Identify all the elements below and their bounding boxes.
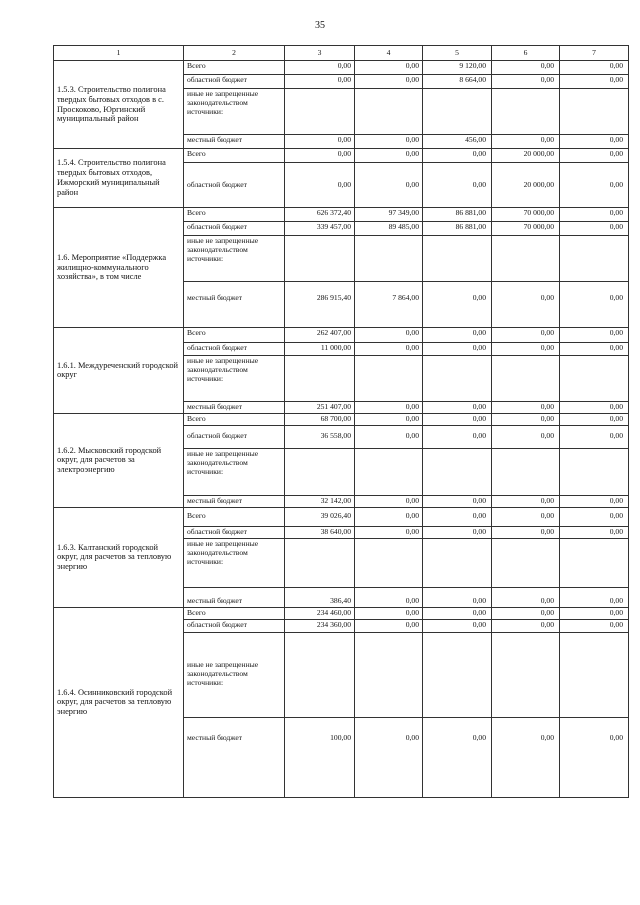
value-cell: 0,00 bbox=[560, 425, 629, 448]
value-cell: 234 360,00 bbox=[285, 619, 355, 632]
value-cell: 0,00 bbox=[560, 402, 629, 414]
value-cell: 0,00 bbox=[560, 619, 629, 632]
value-cell: 0,00 bbox=[355, 402, 423, 414]
table-row bbox=[54, 208, 629, 222]
measure-name: 1.6.4. Осинниковский городской округ, для расчетов за тепловую энергию bbox=[54, 607, 184, 797]
funding-source: Всего bbox=[184, 208, 285, 222]
value-cell: 0,00 bbox=[355, 328, 423, 343]
value-cell: 0,00 bbox=[355, 135, 423, 149]
funding-source: областной бюджет bbox=[184, 163, 285, 208]
value-cell: 0,00 bbox=[560, 163, 629, 208]
value-cell: 0,00 bbox=[423, 425, 492, 448]
value-cell bbox=[492, 356, 560, 402]
value-cell: 0,00 bbox=[560, 717, 629, 797]
value-cell: 0,00 bbox=[423, 343, 492, 356]
value-cell: 0,00 bbox=[560, 607, 629, 619]
value-cell: 0,00 bbox=[560, 222, 629, 236]
value-cell: 0,00 bbox=[285, 135, 355, 149]
value-cell bbox=[355, 89, 423, 135]
value-cell: 0,00 bbox=[492, 328, 560, 343]
funding-source: иные не запрещенные законодательством источники: bbox=[184, 236, 285, 282]
value-cell: 0,00 bbox=[492, 507, 560, 526]
funding-source: Всего bbox=[184, 507, 285, 526]
value-cell: 0,00 bbox=[492, 75, 560, 89]
funding-source: областной бюджет bbox=[184, 222, 285, 236]
value-cell: 0,00 bbox=[560, 282, 629, 328]
value-cell: 0,00 bbox=[560, 75, 629, 89]
value-cell bbox=[560, 538, 629, 587]
value-cell bbox=[492, 89, 560, 135]
value-cell: 0,00 bbox=[423, 495, 492, 507]
value-cell bbox=[423, 632, 492, 717]
funding-source: иные не запрещенные законодательством источники: bbox=[184, 356, 285, 402]
value-cell: 0,00 bbox=[423, 282, 492, 328]
value-cell: 0,00 bbox=[492, 495, 560, 507]
value-cell bbox=[355, 538, 423, 587]
value-cell: 97 349,00 bbox=[355, 208, 423, 222]
value-cell bbox=[423, 356, 492, 402]
value-cell: 9 120,00 bbox=[423, 61, 492, 75]
funding-source: местный бюджет bbox=[184, 587, 285, 607]
value-cell: 0,00 bbox=[560, 343, 629, 356]
column-header: 3 bbox=[285, 46, 355, 61]
value-cell: 251 407,00 bbox=[285, 402, 355, 414]
value-cell bbox=[355, 356, 423, 402]
value-cell: 386,40 bbox=[285, 587, 355, 607]
value-cell: 0,00 bbox=[423, 587, 492, 607]
value-cell: 0,00 bbox=[492, 343, 560, 356]
measure-name: 1.5.3. Строительство полигона твердых бытовых отходов в с. Проскоково, Юргинский муниципальный район bbox=[54, 61, 184, 149]
column-header: 6 bbox=[492, 46, 560, 61]
value-cell: 0,00 bbox=[355, 717, 423, 797]
value-cell: 0,00 bbox=[492, 135, 560, 149]
value-cell bbox=[285, 89, 355, 135]
value-cell bbox=[492, 236, 560, 282]
value-cell: 0,00 bbox=[560, 495, 629, 507]
funding-source: областной бюджет bbox=[184, 619, 285, 632]
value-cell bbox=[492, 448, 560, 495]
value-cell bbox=[560, 356, 629, 402]
value-cell: 0,00 bbox=[423, 507, 492, 526]
value-cell: 86 881,00 bbox=[423, 222, 492, 236]
value-cell: 0,00 bbox=[423, 607, 492, 619]
value-cell: 234 460,00 bbox=[285, 607, 355, 619]
value-cell: 0,00 bbox=[560, 208, 629, 222]
value-cell bbox=[560, 632, 629, 717]
value-cell: 0,00 bbox=[355, 343, 423, 356]
value-cell: 70 000,00 bbox=[492, 222, 560, 236]
value-cell: 0,00 bbox=[560, 587, 629, 607]
value-cell: 456,00 bbox=[423, 135, 492, 149]
value-cell: 0,00 bbox=[355, 149, 423, 163]
value-cell: 32 142,00 bbox=[285, 495, 355, 507]
value-cell: 286 915,40 bbox=[285, 282, 355, 328]
value-cell: 100,00 bbox=[285, 717, 355, 797]
value-cell bbox=[423, 448, 492, 495]
funding-source: областной бюджет bbox=[184, 526, 285, 538]
funding-source: местный бюджет bbox=[184, 717, 285, 797]
value-cell bbox=[285, 236, 355, 282]
funding-source: областной бюджет bbox=[184, 425, 285, 448]
value-cell: 0,00 bbox=[560, 328, 629, 343]
measure-name: 1.6.3. Калтанский городской округ, для расчетов за тепловую энергию bbox=[54, 507, 184, 607]
column-header: 2 bbox=[184, 46, 285, 61]
measure-name: 1.6. Мероприятие «Поддержка жилищно-коммунального хозяйства», в том числе bbox=[54, 208, 184, 328]
funding-source: Всего bbox=[184, 328, 285, 343]
value-cell bbox=[285, 632, 355, 717]
value-cell: 0,00 bbox=[423, 149, 492, 163]
value-cell: 20 000,00 bbox=[492, 149, 560, 163]
value-cell: 0,00 bbox=[355, 75, 423, 89]
value-cell: 0,00 bbox=[423, 328, 492, 343]
value-cell: 0,00 bbox=[492, 425, 560, 448]
value-cell: 38 640,00 bbox=[285, 526, 355, 538]
value-cell: 0,00 bbox=[355, 607, 423, 619]
funding-source: иные не запрещенные законодательством источники: bbox=[184, 632, 285, 717]
table-row bbox=[54, 507, 629, 526]
header-row bbox=[54, 46, 629, 61]
funding-source: областной бюджет bbox=[184, 75, 285, 89]
funding-source: местный бюджет bbox=[184, 135, 285, 149]
table-row bbox=[54, 328, 629, 343]
value-cell: 0,00 bbox=[355, 495, 423, 507]
value-cell: 0,00 bbox=[423, 402, 492, 414]
value-cell: 339 457,00 bbox=[285, 222, 355, 236]
value-cell: 0,00 bbox=[560, 413, 629, 425]
value-cell: 0,00 bbox=[355, 526, 423, 538]
value-cell bbox=[423, 538, 492, 587]
value-cell: 0,00 bbox=[492, 282, 560, 328]
value-cell: 626 372,40 bbox=[285, 208, 355, 222]
value-cell: 8 664,00 bbox=[423, 75, 492, 89]
value-cell: 0,00 bbox=[355, 425, 423, 448]
value-cell: 11 000,00 bbox=[285, 343, 355, 356]
value-cell: 0,00 bbox=[560, 61, 629, 75]
funding-source: иные не запрещенные законодательством источники: bbox=[184, 448, 285, 495]
funding-source: иные не запрещенные законодательством источники: bbox=[184, 538, 285, 587]
funding-source: областной бюджет bbox=[184, 343, 285, 356]
value-cell: 0,00 bbox=[492, 402, 560, 414]
value-cell bbox=[423, 89, 492, 135]
table-row bbox=[54, 413, 629, 425]
value-cell: 20 000,00 bbox=[492, 163, 560, 208]
table-row bbox=[54, 607, 629, 619]
funding-source: Всего bbox=[184, 413, 285, 425]
value-cell bbox=[285, 538, 355, 587]
value-cell: 0,00 bbox=[355, 163, 423, 208]
value-cell: 0,00 bbox=[423, 163, 492, 208]
funding-source: местный бюджет bbox=[184, 282, 285, 328]
value-cell bbox=[285, 448, 355, 495]
value-cell: 89 485,00 bbox=[355, 222, 423, 236]
measure-name: 1.6.2. Мысковский городской округ, для расчетов за электроэнергию bbox=[54, 413, 184, 507]
budget-table bbox=[53, 45, 629, 798]
value-cell: 0,00 bbox=[560, 526, 629, 538]
value-cell bbox=[355, 236, 423, 282]
page-number: 35 bbox=[315, 20, 325, 31]
value-cell bbox=[423, 236, 492, 282]
measure-name: 1.6.1. Междуреченский городской округ bbox=[54, 328, 184, 414]
value-cell: 0,00 bbox=[492, 587, 560, 607]
funding-source: Всего bbox=[184, 149, 285, 163]
column-header: 4 bbox=[355, 46, 423, 61]
value-cell: 262 407,00 bbox=[285, 328, 355, 343]
value-cell bbox=[492, 632, 560, 717]
table-row bbox=[54, 149, 629, 163]
funding-source: местный бюджет bbox=[184, 495, 285, 507]
column-header: 1 bbox=[54, 46, 184, 61]
value-cell: 0,00 bbox=[492, 619, 560, 632]
funding-source: Всего bbox=[184, 61, 285, 75]
value-cell: 0,00 bbox=[560, 135, 629, 149]
funding-source: местный бюджет bbox=[184, 402, 285, 414]
funding-source: Всего bbox=[184, 607, 285, 619]
value-cell bbox=[560, 89, 629, 135]
value-cell: 0,00 bbox=[423, 413, 492, 425]
value-cell bbox=[285, 356, 355, 402]
value-cell: 0,00 bbox=[492, 717, 560, 797]
value-cell: 0,00 bbox=[423, 717, 492, 797]
value-cell: 0,00 bbox=[285, 75, 355, 89]
value-cell: 0,00 bbox=[560, 507, 629, 526]
value-cell: 86 881,00 bbox=[423, 208, 492, 222]
funding-source: иные не запрещенные законодательством источники: bbox=[184, 89, 285, 135]
value-cell: 0,00 bbox=[492, 61, 560, 75]
value-cell: 36 558,00 bbox=[285, 425, 355, 448]
value-cell bbox=[355, 632, 423, 717]
value-cell: 0,00 bbox=[423, 526, 492, 538]
value-cell: 0,00 bbox=[492, 607, 560, 619]
value-cell bbox=[492, 538, 560, 587]
value-cell: 0,00 bbox=[492, 526, 560, 538]
value-cell: 0,00 bbox=[285, 149, 355, 163]
table-row bbox=[54, 61, 629, 75]
value-cell: 0,00 bbox=[355, 61, 423, 75]
column-header: 5 bbox=[423, 46, 492, 61]
measure-name: 1.5.4. Строительство полигона твердых бытовых отходов, Ижморский муниципальный район bbox=[54, 149, 184, 208]
value-cell: 0,00 bbox=[355, 619, 423, 632]
value-cell bbox=[560, 236, 629, 282]
value-cell: 0,00 bbox=[560, 149, 629, 163]
value-cell: 0,00 bbox=[492, 413, 560, 425]
value-cell bbox=[560, 448, 629, 495]
value-cell bbox=[355, 448, 423, 495]
value-cell: 70 000,00 bbox=[492, 208, 560, 222]
value-cell: 68 700,00 bbox=[285, 413, 355, 425]
value-cell: 0,00 bbox=[355, 507, 423, 526]
value-cell: 0,00 bbox=[285, 163, 355, 208]
value-cell: 7 864,00 bbox=[355, 282, 423, 328]
value-cell: 0,00 bbox=[423, 619, 492, 632]
value-cell: 0,00 bbox=[355, 587, 423, 607]
value-cell: 0,00 bbox=[285, 61, 355, 75]
value-cell: 0,00 bbox=[355, 413, 423, 425]
value-cell: 39 026,40 bbox=[285, 507, 355, 526]
column-header: 7 bbox=[560, 46, 629, 61]
